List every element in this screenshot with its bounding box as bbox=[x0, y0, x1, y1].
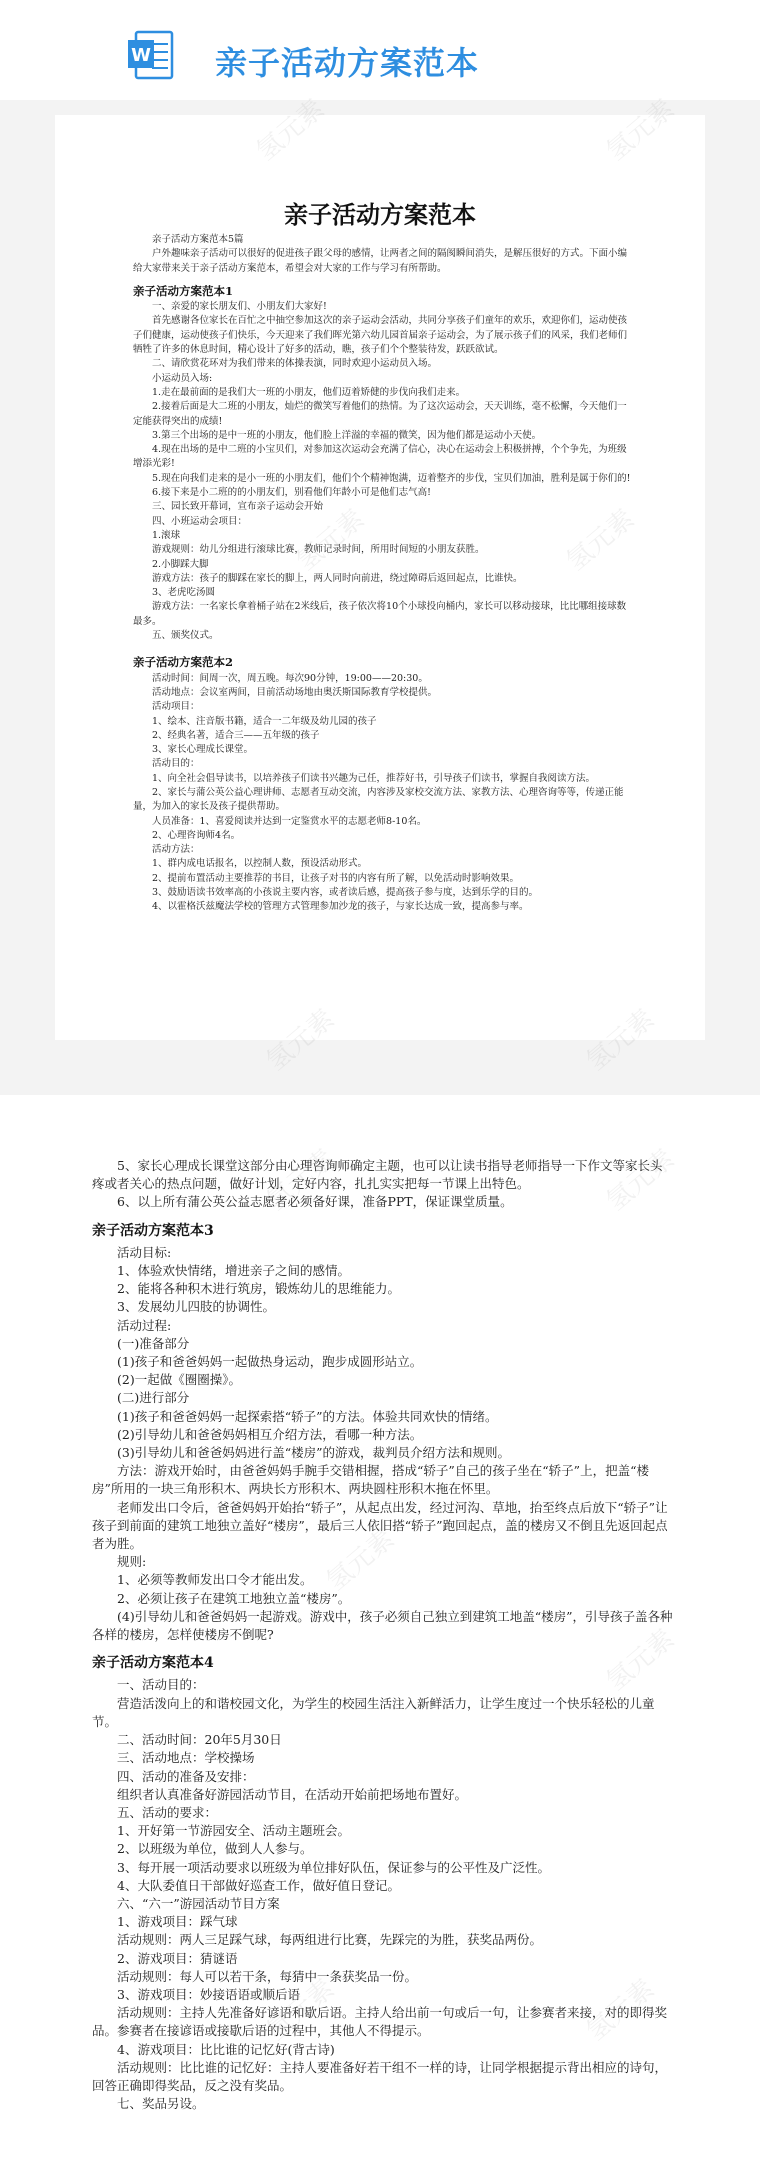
body-line: (1)孩子和爸爸妈妈一起探索搭“轿子”的方法。体验共同欢快的情绪。 bbox=[117, 1408, 498, 1424]
page2-body bbox=[92, 1157, 674, 2113]
body-line: 三、活动地点：学校操场 bbox=[117, 1750, 255, 1766]
body-line: 3、游戏项目：妙接语语或顺后语 bbox=[117, 1986, 300, 2002]
body-line: 二、活动时间：20年5月30日 bbox=[117, 1732, 282, 1748]
body-line: 1.走在最前面的是我们大一班的小朋友，他们迈着矫健的步伐向我们走来。 bbox=[152, 386, 466, 398]
body-line: 老师发出口令后，爸爸妈妈开始抬“轿子”，从起点出发，经过河沟、草地，抬至终点后放下“轿子”让孩子到前面的建筑工地独立盖好“楼房”，最后三人依旧搭“轿子”跑回起点，盖的楼房又不倒且先返回起点者为胜。 bbox=[92, 1499, 668, 1552]
body-line: 活动目标: bbox=[117, 1244, 172, 1260]
body-line: 4、游戏项目：比比谁的记忆好(背古诗) bbox=[117, 2041, 335, 2057]
body-line: 2.接着后面是大二班的小朋友，灿烂的微笑写着他们的热情。为了这次运动会，天天训练，毫不松懈，今天他们一定能获得突出的成绩! bbox=[133, 401, 627, 427]
body-line: 2、能将各种积木进行筑房，锻炼幼儿的思维能力。 bbox=[117, 1281, 400, 1297]
body-line: (2)引导幼儿和爸爸妈妈相互介绍方法，看哪一种方法。 bbox=[117, 1426, 423, 1442]
body-line: 七、奖品另设。 bbox=[117, 2096, 205, 2112]
section3-body bbox=[92, 1244, 674, 1644]
body-line: 活动项目： bbox=[152, 701, 200, 713]
body-line: 人员准备：1、喜爱阅读并达到一定鉴赏水平的志愿老师8-10名。 bbox=[152, 815, 427, 827]
document-title: 亲子活动方案范本 bbox=[284, 200, 476, 229]
section-heading: 亲子活动方案范本4 bbox=[92, 1655, 214, 1672]
body-line: 活动规则：每人可以若干条，每猜中一条获奖品一份。 bbox=[117, 1968, 418, 1984]
body-line: 五、颁奖仪式。 bbox=[152, 630, 219, 642]
section-heading: 亲子活动方案范本3 bbox=[92, 1222, 214, 1239]
body-line: 4、大队委值日干部做好巡查工作，做好值日登记。 bbox=[117, 1877, 400, 1893]
body-line: 游戏方法：孩子的脚踩在家长的脚上，两人同时向前进，绕过障碍后返回起点，比谁快。 bbox=[152, 572, 523, 584]
body-line: 小运动员入场: bbox=[152, 372, 213, 384]
body-line: 活动规则：主持人先准备好谚语和歇后语。主持人给出前一句或后一句，让参赛者来接，对的即得奖品。参赛者在接谚语或接歇后语的过程中，其他人不得提示。 bbox=[92, 2005, 668, 2039]
body-line: 1、向全社会倡导读书，以培养孩子们读书兴趣为己任，推荐好书，引导孩子们读书，掌握自我阅读方法。 bbox=[152, 772, 596, 784]
document-page-2 bbox=[0, 1135, 760, 2178]
body-line: 1、开好第一节游园安全、活动主题班会。 bbox=[117, 1823, 350, 1839]
body-line: 4.现在出场的是中二班的小宝贝们，对参加这次运动会充满了信心，决心在运动会上积极拼搏，个个争先，为班级增添光彩! bbox=[133, 444, 627, 470]
body-line: 2、游戏项目：猜谜语 bbox=[117, 1950, 238, 1966]
body-line: 5、家长心理成长课堂这部分由心理咨询师确定主题，也可以让读书指导老师指导一下作文等家长头疼或者关心的热点问题，做好计划，定好内容，扎扎实实把每一节课上出特色。 bbox=[92, 1158, 663, 1192]
header-title: 亲子活动方案范本 bbox=[215, 44, 480, 82]
body-line: (1)孩子和爸爸妈妈一起做热身运动，跑步成圆形站立。 bbox=[117, 1354, 423, 1370]
body-line: 组织者认真准备好游园活动节目，在活动开始前把场地布置好。 bbox=[117, 1786, 468, 1802]
body-line: 规则: bbox=[117, 1554, 147, 1570]
body-line: 1.滚球 bbox=[152, 529, 181, 541]
header-banner bbox=[0, 0, 760, 100]
body-line: 四、活动的准备及安排： bbox=[117, 1768, 255, 1784]
body-line: 六、“六一”游园活动节目方案 bbox=[117, 1895, 280, 1911]
body-line: (2)一起做《圈圈操》。 bbox=[117, 1372, 241, 1388]
body-line: 6.接下来是小二班的的小朋友们，别看他们年龄小可是他们志气高! bbox=[152, 487, 431, 499]
body-line: 活动方法： bbox=[152, 844, 200, 856]
body-line: (4)引导幼儿和爸爸妈妈一起游戏。游戏中，孩子必须自己独立到建筑工地盖“楼房”，引导孩子盖各种各样的楼房，怎样使楼房不倒呢? bbox=[92, 1608, 673, 1643]
body-line: 五、活动的要求： bbox=[117, 1804, 218, 1820]
word-document-icon bbox=[128, 30, 176, 80]
intro-line: 户外趣味亲子活动可以很好的促进孩子跟父母的感情，让两者之间的隔阂瞬间消失，是解压很好的方式。下面小编给大家带来关于亲子活动方案范本，希望会对大家的工作与学习有所帮助。 bbox=[133, 248, 628, 274]
section2-body bbox=[133, 672, 631, 915]
svg-text:W: W bbox=[131, 45, 151, 66]
body-line: 营造活泼向上的和谐校园文化，为学生的校园生活注入新鲜活力，让学生度过一个快乐轻松的儿童节。 bbox=[92, 1695, 655, 1729]
body-line: 3、家长心理成长课堂。 bbox=[152, 744, 254, 756]
body-line: 四、小班运动会项目： bbox=[152, 515, 248, 527]
body-line: 6、以上所有蒲公英公益志愿者必须备好课，准备PPT，保证课堂质量。 bbox=[117, 1194, 513, 1210]
section4-body bbox=[92, 1676, 674, 2113]
body-line: 游戏规则：幼儿分组进行滚球比赛，教师记录时间，所用时间短的小朋友获胜。 bbox=[152, 544, 485, 556]
body-line: 3、每开展一项活动要求以班级为单位排好队伍，保证参与的公平性及广泛性。 bbox=[117, 1859, 550, 1875]
body-line: 2、经典名著，适合三——五年级的孩子 bbox=[152, 729, 320, 741]
body-line: (3)引导幼儿和爸爸妈妈进行盖“楼房”的游戏，裁判员介绍方法和规则。 bbox=[117, 1445, 510, 1461]
body-line: 3.第三个出场的是中一班的小朋友，他们脸上洋溢的幸福的微笑，因为他们都是运动小天使。 bbox=[152, 429, 542, 441]
body-line: (二)进行部分 bbox=[117, 1390, 190, 1406]
body-line: 一、亲爱的家长朋友们、小朋友们大家好! bbox=[152, 301, 327, 313]
body-line: 3、发展幼儿四肢的协调性。 bbox=[117, 1299, 275, 1315]
body-line: 4、以霍格沃兹魔法学校的管理方式管理参加沙龙的孩子，与家长达成一致，提高参与率。 bbox=[152, 901, 529, 913]
body-line: 游戏方法：一名家长拿着桶子站在2米线后，孩子依次将10个小球投向桶内，家长可以移动接球，比比哪组接球数最多。 bbox=[133, 601, 627, 627]
body-line: 方法：游戏开始时，由爸爸妈妈手腕手交错相握，搭成“轿子”自己的孩子坐在“轿子”上，把盖“楼房”所用的一块三角形积木、两块长方形积木、两块圆柱形积木拖在怀里。 bbox=[92, 1463, 649, 1497]
page-gap bbox=[0, 1095, 760, 1135]
body-line: 1、体验欢快情绪，增进亲子之间的感情。 bbox=[117, 1263, 350, 1279]
body-line: 1、群内成电话报名，以控制人数，预设活动形式。 bbox=[152, 858, 368, 870]
body-line: 1、绘本、注音版书籍，适合一二年级及幼儿园的孩子 bbox=[152, 715, 377, 727]
body-line: 3、鼓励语读书效率高的小孩说主要内容，或者读后感，提高孩子参与度，达到乐学的目的。 bbox=[152, 887, 539, 899]
body-line: 活动规则：两人三足踩气球，每两组进行比赛，先踩完的为胜，获奖品两份。 bbox=[117, 1932, 543, 1948]
body-line: 活动时间：间周一次，周五晚。每次90分钟，19:00——20:30。 bbox=[152, 672, 428, 684]
body-line: 二、请欣赏花环对为我们带来的体操表演，同时欢迎小运动员入场。 bbox=[152, 358, 438, 370]
body-line: 2.小脚踩大脚 bbox=[152, 558, 209, 570]
section-heading: 亲子活动方案范本2 bbox=[133, 655, 234, 670]
intro-line: 亲子活动方案范本5篇 bbox=[152, 234, 244, 245]
body-line: 2、提前布置活动主要推荐的书目，让孩子对书的内容有所了解，以免活动时影响效果。 bbox=[152, 872, 520, 884]
body-line: 3、老虎吃汤圆 bbox=[152, 587, 216, 599]
section-heading: 亲子活动方案范本1 bbox=[133, 283, 234, 298]
body-line: 1、必须等教师发出口令才能出发。 bbox=[117, 1572, 313, 1588]
body-line: 5.现在向我们走来的是小一班的小朋友们，他们个个精神饱满，迈着整齐的步伐，宝贝们加油，胜利是属于你们的! bbox=[152, 472, 631, 484]
body-line: 2、必须让孩子在建筑工地独立盖“楼房”。 bbox=[117, 1590, 351, 1606]
body-line: 首先感谢各位家长在百忙之中抽空参加这次的亲子运动会活动，共同分享孩子们童年的欢乐，欢迎你们，运动使孩子们健康，运动使孩子们快乐，今天迎来了我们晖光第六幼儿园首届亲子运动会，为了展示孩子们的风采，我们老师们牺牲了许多的休息时间，精心设计了好多的活动，瞧，孩子们个个整装待发，跃跃欲试。 bbox=[133, 315, 628, 356]
body-line: 三、园长致开幕词，宣布亲子运动会开始 bbox=[152, 501, 324, 513]
body-line: 活动目的： bbox=[152, 758, 200, 770]
body-line: 2、家长与蒲公英公益心理讲师、志愿者互动交流，内容涉及家校交流方法、家教方法、心理咨询等等，传递正能量，为加入的家长及孩子提供帮助。 bbox=[133, 786, 624, 813]
body-line: 活动地点：会议室两间，目前活动场地由奥沃斯国际教育学校提供。 bbox=[152, 686, 438, 698]
body-line: 活动规则：比比谁的记忆好：主持人要准备好若干组不一样的诗，让同学根据提示背出相应的诗句，回答正确即得奖品，反之没有奖品。 bbox=[92, 2059, 668, 2093]
body-line: 一、活动目的： bbox=[117, 1677, 205, 1693]
section1-body bbox=[133, 300, 631, 643]
body-line: 2、以班级为单位，做到人人参与。 bbox=[117, 1841, 313, 1857]
body-line: 活动过程: bbox=[117, 1317, 172, 1333]
body-line: (一)准备部分 bbox=[117, 1335, 190, 1351]
body-line: 1、游戏项目：踩气球 bbox=[117, 1914, 238, 1930]
page1-body bbox=[133, 233, 631, 915]
document-page-1 bbox=[55, 115, 705, 1040]
body-line: 2、心理咨询师4名。 bbox=[152, 829, 241, 841]
